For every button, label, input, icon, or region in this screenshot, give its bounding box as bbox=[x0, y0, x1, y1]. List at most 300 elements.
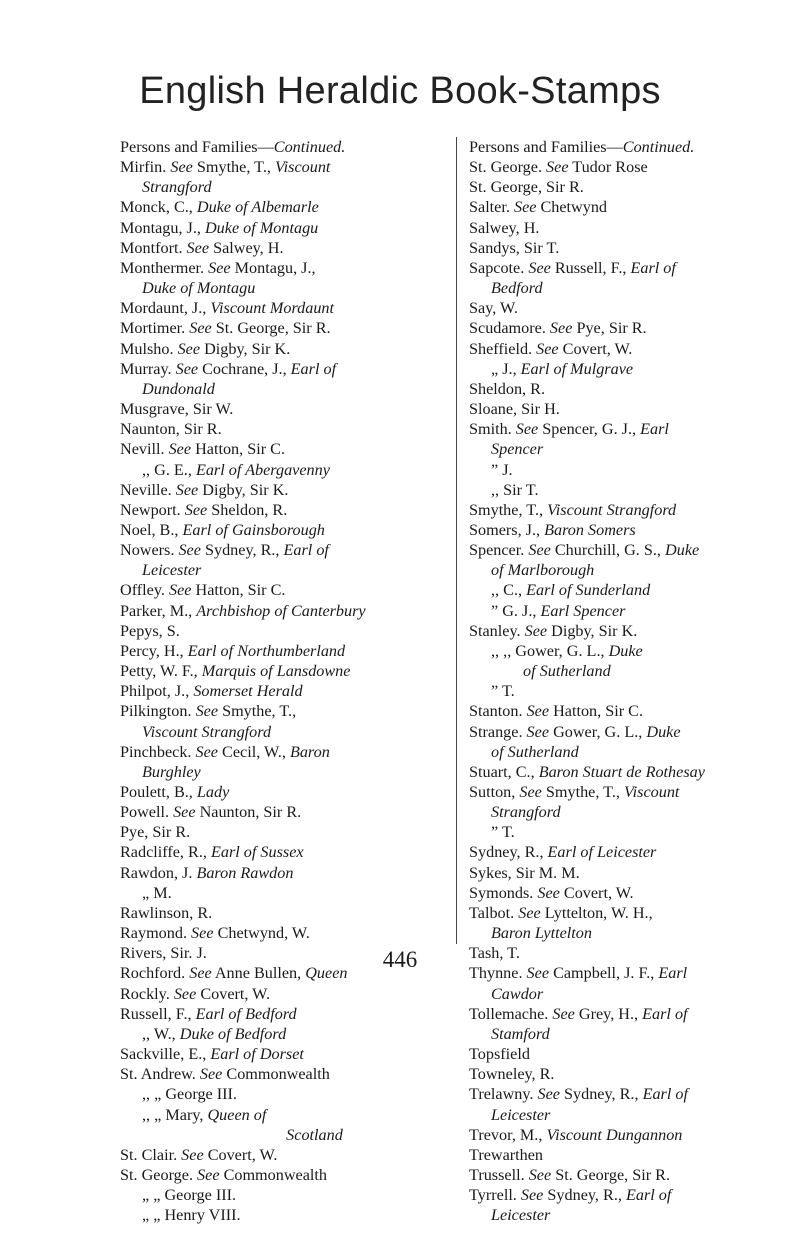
index-entry bbox=[120, 681, 455, 701]
entry-text: ,, W., bbox=[142, 1024, 180, 1043]
entry-title: Viscount Mordaunt bbox=[210, 299, 335, 318]
index-entry bbox=[469, 500, 800, 520]
entry-title: Duke of Montagu bbox=[204, 218, 319, 237]
index-entry bbox=[120, 661, 455, 681]
entry-text: ,, ,, Gower, G. L., bbox=[491, 641, 609, 660]
entry-text: Sackville, E., bbox=[120, 1045, 211, 1064]
index-entry bbox=[469, 1004, 800, 1024]
entry-text: Gower, G. L., bbox=[549, 722, 647, 741]
index-entry bbox=[469, 157, 800, 177]
index-entry bbox=[469, 1165, 800, 1185]
index-entry bbox=[469, 580, 800, 600]
index-entry bbox=[120, 923, 455, 943]
see-reference: See bbox=[208, 258, 231, 277]
entry-title: Leicester bbox=[491, 1206, 551, 1225]
entry-text: Nevill. bbox=[120, 440, 169, 459]
index-entry bbox=[120, 339, 455, 359]
entry-text: Chetwynd, W. bbox=[213, 924, 310, 943]
entry-text: Say, W. bbox=[469, 299, 518, 318]
entry-text: Sykes, Sir M. M. bbox=[469, 863, 580, 882]
entry-text: Smythe, T., bbox=[192, 158, 275, 177]
index-entry bbox=[120, 399, 455, 419]
index-entry bbox=[469, 1125, 800, 1145]
entry-title: Somerset Herald bbox=[193, 682, 303, 701]
index-entry bbox=[120, 197, 455, 217]
entry-text: Rawdon, J. bbox=[120, 863, 197, 882]
index-entry bbox=[469, 701, 800, 721]
entry-title: Leicester bbox=[491, 1105, 551, 1124]
entry-text: Stanton. bbox=[469, 702, 527, 721]
entry-text: Rochford. bbox=[120, 964, 190, 983]
entry-title: Queen bbox=[305, 964, 348, 983]
index-entry bbox=[469, 661, 800, 681]
entry-text: „ „ Henry VIII. bbox=[142, 1206, 241, 1225]
index-entry bbox=[120, 177, 455, 197]
entry-title: Archbishop of Canterbury bbox=[196, 601, 366, 620]
index-entry bbox=[120, 842, 455, 862]
entry-text: St. George. bbox=[469, 158, 547, 177]
index-entry bbox=[469, 681, 800, 701]
index-entry bbox=[120, 560, 455, 580]
entry-text: St. George, Sir R. bbox=[551, 1165, 671, 1184]
entry-text: Commonwealth bbox=[219, 1165, 327, 1184]
see-reference: See bbox=[526, 722, 550, 741]
entry-text: Powell. bbox=[120, 803, 174, 822]
see-reference: See bbox=[536, 339, 559, 358]
entry-text: Salter. bbox=[469, 198, 514, 217]
entry-text: Pepys, S. bbox=[120, 621, 180, 640]
entry-text: Monthermer. bbox=[120, 258, 209, 277]
entry-text: Topsfield bbox=[469, 1045, 530, 1064]
entry-text: Covert, W. bbox=[558, 339, 633, 358]
entry-title: Earl of Abergavenny bbox=[195, 460, 330, 479]
entry-text: Talbot. bbox=[469, 903, 519, 922]
entry-text: Sheffield. bbox=[469, 339, 537, 358]
entry-text: Sydney, R., bbox=[559, 1085, 643, 1104]
index-entry bbox=[120, 1145, 455, 1165]
entry-title: Viscount Strangford bbox=[142, 722, 272, 741]
entry-text: Naunton, Sir R. bbox=[120, 420, 222, 439]
entry-title: Earl of bbox=[630, 258, 676, 277]
index-entry bbox=[469, 137, 800, 157]
entry-text: Smythe, T., bbox=[469, 500, 548, 519]
index-entry bbox=[469, 197, 800, 217]
entry-title: Earl of bbox=[642, 1004, 688, 1023]
index-entry bbox=[120, 1084, 455, 1104]
entry-title: Continued. bbox=[622, 138, 695, 156]
index-entry bbox=[120, 238, 455, 258]
see-reference: See bbox=[195, 742, 218, 761]
entry-title: Earl of bbox=[625, 1186, 672, 1205]
see-reference: See bbox=[186, 238, 210, 257]
entry-text: „ M. bbox=[142, 883, 172, 902]
see-reference: See bbox=[537, 883, 560, 902]
entry-text: „ „ George III. bbox=[142, 1186, 237, 1205]
entry-text: Parker, M., bbox=[120, 601, 197, 620]
index-entry bbox=[469, 722, 800, 742]
entry-title: Earl of Dorset bbox=[210, 1045, 304, 1064]
entry-text: Salwey, H. bbox=[469, 218, 540, 237]
entry-title: Earl of Leicester bbox=[547, 843, 657, 862]
index-entry bbox=[469, 1145, 800, 1165]
index-entry bbox=[469, 1064, 800, 1084]
index-entry bbox=[469, 1044, 800, 1064]
entry-text: Cecil, W., bbox=[218, 742, 290, 761]
page-number: 446 bbox=[382, 947, 418, 972]
entry-text: Sydney, R., bbox=[200, 541, 284, 560]
index-entry bbox=[120, 1205, 455, 1225]
entry-text: ,, „ Mary, bbox=[142, 1105, 208, 1124]
see-reference: See bbox=[189, 319, 212, 338]
entry-text: ” T. bbox=[491, 823, 515, 842]
index-entry bbox=[469, 318, 800, 338]
entry-text: Smythe, T., bbox=[218, 702, 297, 721]
index-entry bbox=[120, 822, 455, 842]
entry-text: ,, „ George III. bbox=[142, 1085, 237, 1104]
entry-text: ” G. J., bbox=[491, 601, 541, 620]
entry-text: Covert, W. bbox=[559, 883, 634, 902]
index-entry bbox=[469, 863, 800, 883]
index-entry bbox=[120, 137, 455, 157]
see-reference: See bbox=[546, 158, 569, 177]
entry-title: Bedford bbox=[491, 279, 543, 298]
entry-title: Spencer bbox=[491, 440, 544, 459]
entry-text: Offley. bbox=[120, 581, 169, 600]
index-entry bbox=[469, 762, 800, 782]
index-entry bbox=[469, 540, 800, 560]
index-entry bbox=[120, 359, 455, 379]
entry-title: Duke bbox=[646, 722, 681, 741]
entry-title: Lady bbox=[196, 783, 230, 801]
page-title: English Heraldic Book-Stamps bbox=[139, 70, 661, 112]
index-entry bbox=[469, 782, 800, 802]
index-entry bbox=[469, 641, 800, 661]
entry-title: Cawdor bbox=[491, 984, 544, 1003]
index-entry bbox=[469, 177, 800, 197]
entry-title: Duke of Bedford bbox=[179, 1024, 287, 1043]
entry-text: Digby, Sir K. bbox=[200, 339, 291, 358]
entry-text: ” T. bbox=[491, 682, 515, 701]
entry-text: Sydney, R., bbox=[469, 843, 548, 862]
index-entry bbox=[120, 580, 455, 600]
entry-text: Naunton, Sir R. bbox=[195, 803, 302, 822]
entry-text: Trussell. bbox=[469, 1165, 529, 1184]
index-entry bbox=[469, 520, 800, 540]
entry-text: Montagu, J., bbox=[120, 218, 205, 237]
entry-text: „ J., bbox=[491, 359, 521, 378]
entry-text: Sapcote. bbox=[469, 258, 529, 277]
entry-text: Rawlinson, R. bbox=[120, 903, 213, 922]
entry-text: St. George. bbox=[120, 1165, 198, 1184]
index-entry bbox=[120, 1064, 455, 1084]
entry-title: Marquis of Lansdowne bbox=[201, 662, 351, 681]
see-reference: See bbox=[177, 339, 201, 358]
see-reference: See bbox=[518, 903, 541, 922]
entry-text: Pye, Sir R. bbox=[572, 319, 647, 338]
index-entry bbox=[120, 460, 455, 480]
index-entry bbox=[469, 439, 800, 459]
entry-title: Dundonald bbox=[142, 379, 215, 398]
entry-title: of Marlborough bbox=[491, 561, 595, 580]
entry-text: Russell, F., bbox=[120, 1004, 196, 1023]
entry-text: St. George, Sir R. bbox=[469, 178, 584, 197]
index-entry bbox=[469, 278, 800, 298]
entry-title: Queen of bbox=[207, 1105, 267, 1124]
entry-title: Viscount Strangford bbox=[547, 500, 677, 519]
entry-text: Spencer. bbox=[469, 541, 529, 560]
entry-text: Sheldon, R. bbox=[469, 379, 545, 398]
index-entry bbox=[120, 701, 455, 721]
index-entry bbox=[120, 1185, 455, 1205]
entry-text: St. Andrew. bbox=[120, 1065, 200, 1084]
index-entry bbox=[469, 621, 800, 641]
entry-text: Salwey, H. bbox=[209, 238, 284, 257]
entry-title: Duke of Albemarle bbox=[196, 198, 319, 217]
entry-text: Musgrave, Sir W. bbox=[120, 400, 234, 419]
index-entry bbox=[469, 923, 800, 943]
see-reference: See bbox=[552, 1004, 575, 1023]
entry-text: Hatton, Sir C. bbox=[549, 702, 644, 721]
index-entry bbox=[120, 863, 455, 883]
entry-title: Earl of bbox=[290, 359, 337, 378]
entry-text: Percy, H., bbox=[120, 641, 188, 660]
index-entry bbox=[469, 822, 800, 842]
index-entry bbox=[469, 601, 800, 621]
entry-text: Hatton, Sir C. bbox=[191, 581, 286, 600]
entry-text: ” J. bbox=[491, 460, 513, 479]
index-entry bbox=[120, 157, 455, 177]
entry-text: Persons and Families— bbox=[469, 138, 623, 156]
index-entry bbox=[469, 238, 800, 258]
entry-title: Earl bbox=[658, 964, 688, 983]
entry-text: Nowers. bbox=[120, 541, 179, 560]
index-entry bbox=[469, 842, 800, 862]
entry-title: Baron Somers bbox=[544, 520, 636, 539]
entry-text: Scudamore. bbox=[469, 319, 550, 338]
entry-text: Sloane, Sir H. bbox=[469, 400, 560, 419]
entry-text: Commonwealth bbox=[222, 1065, 330, 1084]
entry-text: Spencer, G. J., bbox=[538, 420, 641, 439]
index-entry bbox=[469, 258, 800, 278]
entry-text: Digby, Sir K. bbox=[198, 480, 289, 499]
see-reference: See bbox=[173, 984, 197, 1003]
entry-text: Hatton, Sir C. bbox=[191, 440, 286, 459]
entry-text: Chetwynd bbox=[536, 198, 608, 217]
entry-text: Grey, H., bbox=[574, 1004, 643, 1023]
entry-title: Burghley bbox=[142, 762, 201, 781]
right-column bbox=[469, 137, 800, 1225]
entry-text: St. George, Sir R. bbox=[211, 319, 331, 338]
index-entry bbox=[120, 480, 455, 500]
index-entry bbox=[120, 903, 455, 923]
index-entry bbox=[120, 500, 455, 520]
index-entry bbox=[469, 802, 800, 822]
entry-text: Radcliffe, R., bbox=[120, 843, 211, 862]
entry-text: Tash, T. bbox=[469, 944, 520, 963]
entry-title: Stamford bbox=[491, 1024, 550, 1043]
entry-text: Trelawny. bbox=[469, 1085, 538, 1104]
entry-text: Covert, W. bbox=[203, 1145, 278, 1164]
entry-text: Noel, B., bbox=[120, 520, 183, 539]
entry-text: Montagu, J., bbox=[230, 258, 316, 277]
see-reference: See bbox=[526, 702, 550, 721]
index-entry bbox=[469, 1084, 800, 1104]
entry-text: ,, C., bbox=[491, 581, 527, 600]
entry-text: Sandys, Sir T. bbox=[469, 238, 560, 257]
see-reference: See bbox=[528, 258, 551, 277]
index-entry bbox=[469, 1205, 800, 1225]
index-entry bbox=[120, 1165, 455, 1185]
index-entry bbox=[120, 218, 455, 238]
entry-text: Cochrane, J., bbox=[198, 359, 291, 378]
entry-text: Tyrrell. bbox=[469, 1186, 521, 1205]
entry-text: Monck, C., bbox=[120, 198, 197, 217]
entry-text: Strange. bbox=[469, 722, 527, 741]
entry-title: Viscount Dungannon bbox=[546, 1125, 683, 1144]
entry-text: Poulett, B., bbox=[120, 783, 197, 801]
entry-title: Duke of Montagu bbox=[142, 279, 256, 298]
index-entry bbox=[120, 540, 455, 560]
index-entry bbox=[120, 1105, 455, 1125]
entry-text: Sutton, bbox=[469, 783, 520, 801]
entry-title: Earl Spencer bbox=[540, 601, 626, 620]
see-reference: See bbox=[524, 621, 548, 640]
index-entry bbox=[120, 419, 455, 439]
see-reference: See bbox=[175, 359, 199, 378]
see-reference: See bbox=[526, 964, 550, 983]
index-entry bbox=[469, 984, 800, 1004]
entry-text: St. Clair. bbox=[120, 1145, 182, 1164]
entry-title: Baron bbox=[289, 742, 330, 761]
entry-title: Leicester bbox=[142, 561, 202, 580]
index-entry bbox=[469, 339, 800, 359]
index-entry bbox=[469, 1185, 800, 1205]
entry-title: Baron Stuart de Rothesay bbox=[538, 762, 705, 781]
entry-text: Stanley. bbox=[469, 621, 525, 640]
see-reference: See bbox=[513, 198, 537, 217]
entry-title: Baron Rawdon bbox=[196, 863, 294, 882]
entry-text: Trevor, M., bbox=[469, 1125, 547, 1144]
entry-title: Duke bbox=[608, 641, 643, 660]
entry-text: Trewarthen bbox=[469, 1145, 544, 1164]
entry-text: Tudor Rose bbox=[568, 158, 648, 177]
entry-title: Earl of Gainsborough bbox=[182, 520, 325, 539]
index-entry bbox=[469, 399, 800, 419]
see-reference: See bbox=[515, 420, 539, 439]
entry-title: Scotland bbox=[286, 1125, 343, 1144]
entry-text: ,, G. E., bbox=[142, 460, 196, 479]
entry-title: Earl of Sunderland bbox=[526, 581, 651, 600]
entry-title: Viscount bbox=[274, 158, 331, 177]
index-entry bbox=[469, 460, 800, 480]
entry-title: Viscount bbox=[623, 783, 680, 801]
index-entry bbox=[120, 1044, 455, 1064]
see-reference: See bbox=[184, 500, 208, 519]
see-reference: See bbox=[181, 1145, 204, 1164]
index-entry bbox=[120, 379, 455, 399]
entry-text: ,, Sir T. bbox=[491, 480, 539, 499]
index-entry bbox=[120, 601, 455, 621]
index-entry bbox=[469, 1024, 800, 1044]
index-entry bbox=[469, 419, 800, 439]
entry-title: of Sutherland bbox=[523, 662, 611, 681]
entry-title: Earl of bbox=[283, 541, 329, 560]
see-reference: See bbox=[170, 158, 193, 177]
entry-text: Mirfin. bbox=[120, 158, 171, 177]
entry-title: Earl of Mulgrave bbox=[520, 359, 634, 378]
entry-text: Churchill, G. S., bbox=[550, 541, 666, 560]
entry-text: Thynne. bbox=[469, 964, 527, 983]
see-reference: See bbox=[537, 1085, 560, 1104]
entry-title: Continued. bbox=[273, 138, 346, 156]
see-reference: See bbox=[197, 1165, 220, 1184]
entry-text: Philpot, J., bbox=[120, 682, 194, 701]
entry-text: Mordaunt, J., bbox=[120, 299, 211, 318]
index-entry bbox=[120, 984, 455, 1004]
see-reference: See bbox=[199, 1065, 223, 1084]
left-column bbox=[120, 137, 455, 1225]
entry-text: Tollemache. bbox=[469, 1004, 553, 1023]
index-entry bbox=[120, 520, 455, 540]
index-entry bbox=[120, 258, 455, 278]
index-entry bbox=[469, 883, 800, 903]
see-reference: See bbox=[173, 803, 196, 822]
index-entry bbox=[469, 359, 800, 379]
entry-text: Pye, Sir R. bbox=[120, 823, 191, 842]
entry-text: Covert, W. bbox=[196, 984, 271, 1003]
entry-text: Smith. bbox=[469, 420, 516, 439]
entry-text: Newport. bbox=[120, 500, 185, 519]
entry-text: Russell, F., bbox=[550, 258, 631, 277]
entry-title: Earl of bbox=[642, 1085, 688, 1104]
index-entry bbox=[120, 1004, 455, 1024]
entry-title: Earl of Northumberland bbox=[187, 641, 346, 660]
index-entry bbox=[120, 722, 455, 742]
entry-text: Digby, Sir K. bbox=[547, 621, 638, 640]
entry-text: Pilkington. bbox=[120, 702, 196, 721]
see-reference: See bbox=[528, 541, 551, 560]
entry-title: of Sutherland bbox=[491, 742, 579, 761]
entry-title: Baron Lyttelton bbox=[491, 924, 592, 943]
index-entry bbox=[120, 742, 455, 762]
index-entry bbox=[120, 298, 455, 318]
entry-text: Towneley, R. bbox=[469, 1065, 555, 1084]
entry-text: Montfort. bbox=[120, 238, 187, 257]
index-entry bbox=[120, 883, 455, 903]
entry-text: Neville. bbox=[120, 480, 176, 499]
see-reference: See bbox=[178, 541, 201, 560]
entry-text: Somers, J., bbox=[469, 520, 545, 539]
index-entry bbox=[469, 903, 800, 923]
entry-text: Rockly. bbox=[120, 984, 174, 1003]
index-entry bbox=[469, 379, 800, 399]
entry-title: Earl of Bedford bbox=[195, 1004, 297, 1023]
see-reference: See bbox=[195, 702, 219, 721]
index-entry bbox=[469, 742, 800, 762]
entry-title: Strangford bbox=[491, 803, 561, 822]
see-reference: See bbox=[169, 581, 192, 600]
entry-text: Campbell, J. F., bbox=[549, 964, 659, 983]
index-entry bbox=[120, 782, 455, 802]
entry-title: Earl of Sussex bbox=[210, 843, 304, 862]
index-entry bbox=[120, 1125, 455, 1145]
index-entry bbox=[120, 641, 455, 661]
entry-text: Smythe, T., bbox=[541, 783, 624, 801]
see-reference: See bbox=[168, 440, 192, 459]
entry-title: Duke bbox=[665, 541, 700, 560]
index-entry bbox=[469, 218, 800, 238]
entry-text: Sheldon, R. bbox=[207, 500, 288, 519]
